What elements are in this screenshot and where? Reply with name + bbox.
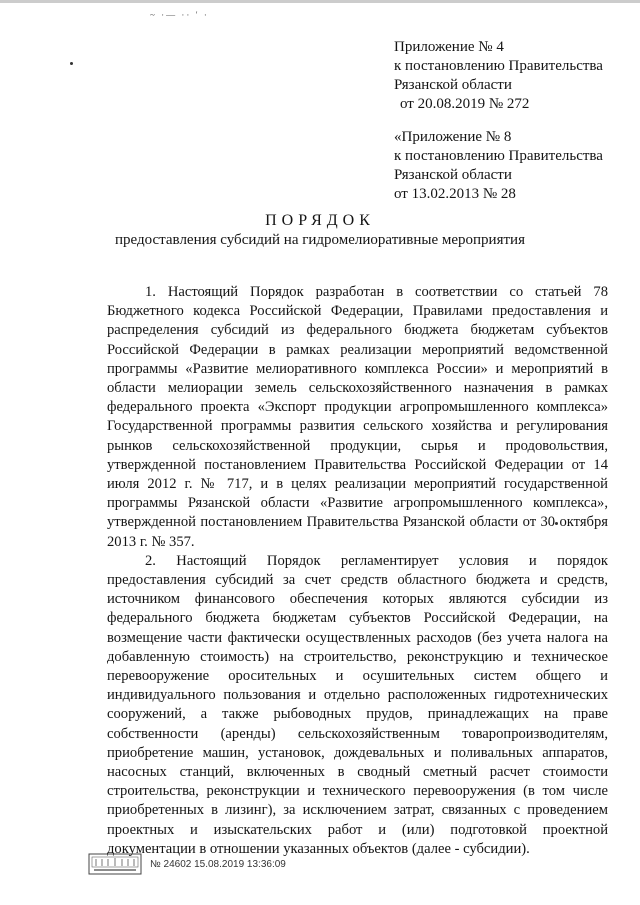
appendix-current-region: Рязанской области: [394, 77, 512, 93]
appendix-original-ref: к постановлению Правительства: [394, 148, 603, 164]
appendix-current: [394, 38, 603, 114]
appendix-current-ref: к постановлению Правительства: [394, 58, 603, 74]
government-seal-icon: [88, 853, 142, 875]
scan-artifact: ~ ·— ·· ′ ·: [150, 10, 209, 20]
scan-edge: [0, 0, 640, 3]
appendix-original-region: Рязанской области: [394, 167, 512, 183]
registration-number: № 24602 15.08.2019 13:36:09: [150, 858, 286, 870]
appendix-current-date: от 20.08.2019 № 272: [400, 96, 530, 112]
footer-stamp: [88, 853, 286, 875]
paragraph-1: 1. Настоящий Порядок разработан в соответствии со статьей 78 Бюджетного кодекса Российской Федерации, Правилами предоставления и распределения субсидий из федерального бюджета бюджетам субъектов Российской Федерации в рамках реализации мероприятий ведомственной программы «Развитие мелиоративного комплекса России» и мероприятий в области мелиорации земель сельскохозяйственного назначения в рамках федерального проекта «Экспорт продукции агропромышленного комплекса» Государственной программы развития сельского хозяйства и регулирования рынков сельскохозяйственной продукции, сырья и продовольствия, утвержденной постановлением Правительства Российской Федерации от 14 июля 2012 г. № 717, и в целях реализации мероприятий государственной программы Рязанской области «Развитие агропромышленного комплекса», утвержденной постановлением Правительства Рязанской области от 30 октября 2013 г. № 357.: [107, 284, 608, 550]
appendix-current-number: Приложение № 4: [394, 39, 504, 55]
appendix-original: [394, 128, 603, 204]
appendix-original-date: от 13.02.2013 № 28: [394, 186, 516, 202]
document-title: ПОРЯДОК: [265, 212, 375, 229]
scan-speck: [70, 62, 73, 65]
document-body: [107, 283, 608, 859]
appendix-original-number: «Приложение № 8: [394, 129, 512, 145]
paragraph-2: 2. Настоящий Порядок регламентирует условия и порядок предоставления субсидий за счет средств областного бюджета и средств, источником финансового обеспечения которых являются субсидии из федерального бюджета бюджетам субъектов Российской Федерации, на возмещение части фактически осуществленных расходов (без учета налога на добавленную стоимость) на строительство, реконструкцию и техническое перевооружение оросительных и осушительных систем общего и индивидуального пользования и отдельно расположенных гидротехнических сооружений, а также рыбоводных прудов, принадлежащих на праве собственности (аренды) сельскохозяйственным товаропроизводителям, приобретение машин, установок, дождевальных и поливальных аппаратов, насосных станций, включенных в сводный сметный расчет стоимости строительства, реконструкции и технического перевооружения (в том числе приобретенных в лизинг), за исключением затрат, связанных с проведением проектных и изыскательских работ и (или) подготовкой проектной документации в отношении указанных объектов (далее - субсидии).: [107, 552, 608, 857]
document-subtitle: предоставления субсидий на гидромелиоративные мероприятия: [115, 232, 525, 248]
